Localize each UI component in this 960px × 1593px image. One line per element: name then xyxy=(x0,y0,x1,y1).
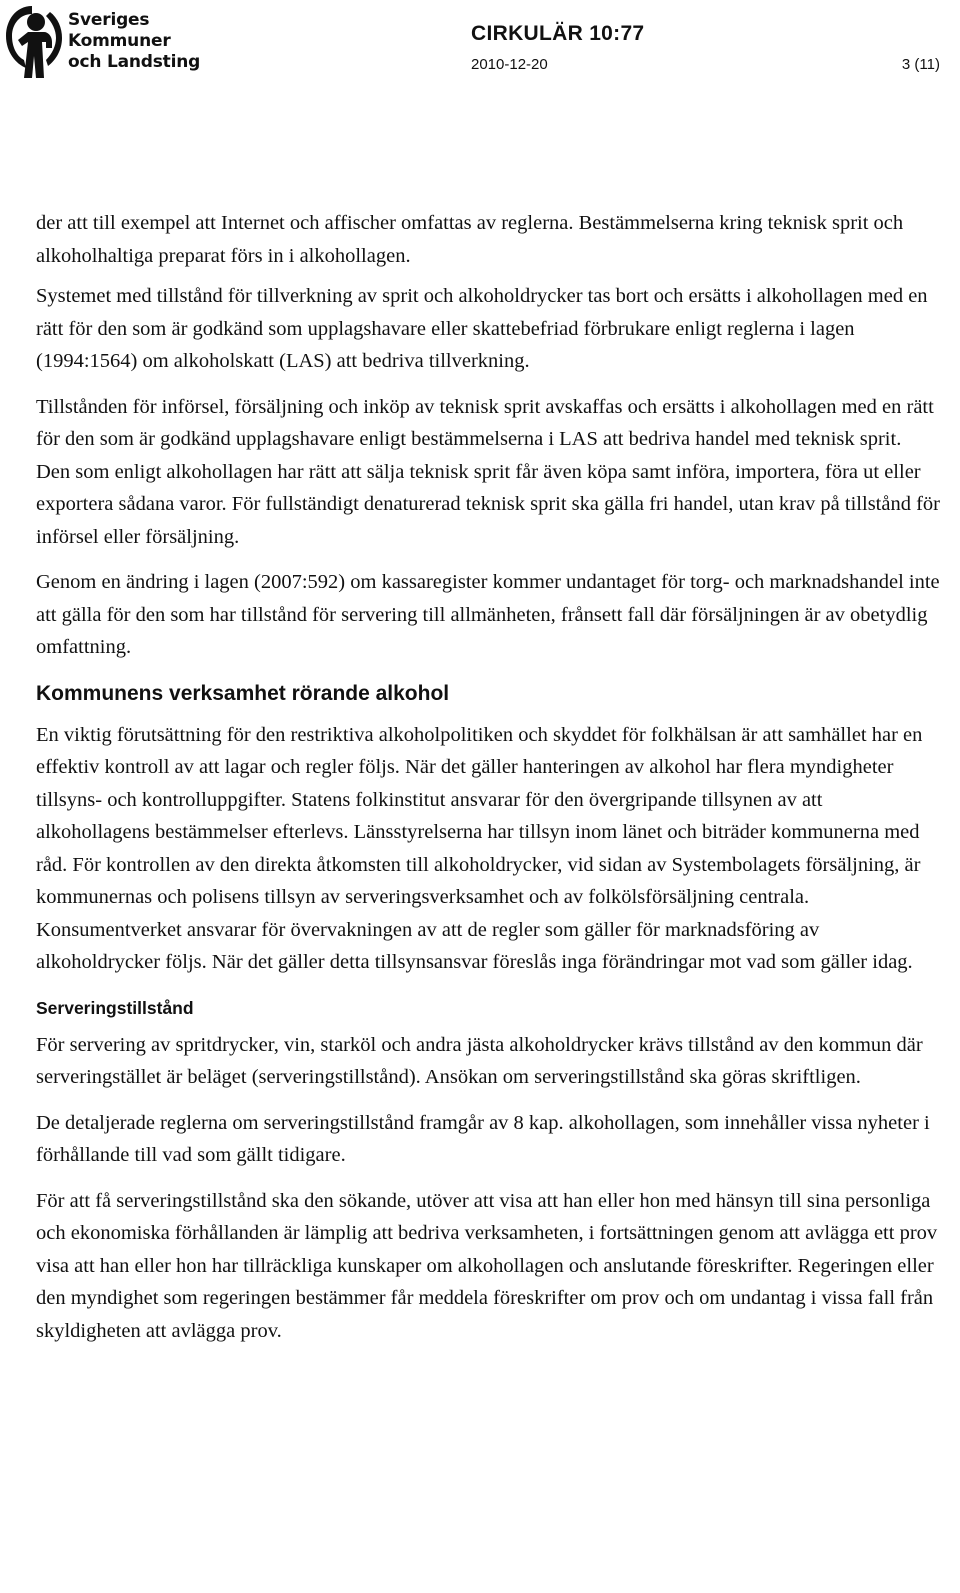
logo-line-1: Sveriges xyxy=(68,10,150,30)
paragraph-6: För servering av spritdrycker, vin, starköl och andra jästa alkoholdrycker krävs tillstånd av den kommun där serveringstället är beläget (serveringstillstånd). Ansökan om serveringstillstånd ska göras skriftligen. xyxy=(36,1033,923,1088)
document-body xyxy=(36,207,940,1360)
logo-line-3: och Landsting xyxy=(68,52,201,72)
logo-line-2: Kommuner xyxy=(68,31,171,51)
subheading-serveringstillstand: Serveringstillstånd xyxy=(36,997,194,1018)
paragraph-3: Tillstånden för införsel, försäljning och inköp av teknisk sprit avskaffas och ersätts i alkohollagen med en rätt för den som är godkänd upplagshavare enligt bestämmelserna i LAS att bedriva handel med teknisk sprit. Den som enligt alkohollagen har rätt att sälja teknisk sprit får även köpa samt införa, importera, föra ut eller exportera sådana varor. För fullständigt denaturerad teknisk sprit ska gälla fri handel, utan krav på tillstånd för införsel eller försäljning. xyxy=(36,395,940,548)
organization-logo xyxy=(2,2,202,82)
paragraph-7: De detaljerade reglerna om serveringstillstånd framgår av 8 kap. alkohollagen, som innehåller vissa nyheter i förhållande till vad som gällt tidigare. xyxy=(36,1111,930,1166)
paragraph-1: der att till exempel att Internet och affischer omfattas av reglerna. Bestämmelserna kring teknisk sprit och alkoholhaltiga preparat förs in i alkohollagen. xyxy=(36,212,904,267)
paragraph-8: För att få serveringstillstånd ska den sökande, utöver att visa att han eller hon med hänsyn till sina personliga och ekonomiska förhållanden är lämplig att bedriva verksamheten, i fortsättningen genom att avlägga ett prov visa att han eller hon har tillräckliga kunskaper om alkohollagen och anslutande föreskrifter. Regeringen eller den myndighet som regeringen bestämmer får meddela föreskrifter om prov och om undantag i vissa fall från skyldigheten att avlägga prov. xyxy=(36,1189,938,1342)
section-heading-kommunens-verksamhet: Kommunens verksamhet rörande alkohol xyxy=(36,681,450,705)
page-number: 3 (11) xyxy=(901,56,940,73)
paragraph-5: En viktig förutsättning för den restriktiva alkoholpolitiken och skyddet för folkhälsan är att samhället har en effektiv kontroll av att lagar och regler följs. När det gäller hanteringen av alkohol har flera myndigheter tillsyns- och kontrolluppgifter. Statens folkinstitut ansvarar för den övergripande tillsynen av att alkohollagens bestämmelser efterlevs. Länsstyrelserna har tillsyn inom länet och biträder kommunerna med råd. För kontrollen av den direkta åtkomsten till alkoholdrycker, vid sidan av Systembolagets försäljning, är kommunernas och polisens tillsyn av serveringsverksamhet och av folkölsförsäljning centrala. Konsumentverket ansvarar för övervakningen av att de regler som gäller för marknadsföring av alkoholdrycker följs. När det gäller detta tillsynsansvar föreslås inga förändringar mot vad som gäller idag. xyxy=(36,723,923,973)
paragraph-2: Systemet med tillstånd för tillverkning av sprit och alkoholdrycker tas bort och ersätts i alkohollagen med en rätt för den som är godkänd som upplagshavare eller skattebefriad förbrukare enligt reglerna i lagen (1994:1564) om alkoholskatt (LAS) att bedriva tillverkning. xyxy=(36,285,928,372)
circular-title: CIRKULÄR 10:77 xyxy=(471,22,645,45)
page-header xyxy=(0,0,960,110)
skl-figure-logo-icon xyxy=(2,2,66,82)
circular-date: 2010-12-20 xyxy=(471,56,548,73)
paragraph-4: Genom en ändring i lagen (2007:592) om kassaregister kommer undantaget för torg- och marknadshandel inte att gälla för den som har tillstånd för servering till allmänheten, frånsett fall där försäljningen är av obetydlig omfattning. xyxy=(36,571,940,658)
logo-wordmark xyxy=(68,10,200,73)
